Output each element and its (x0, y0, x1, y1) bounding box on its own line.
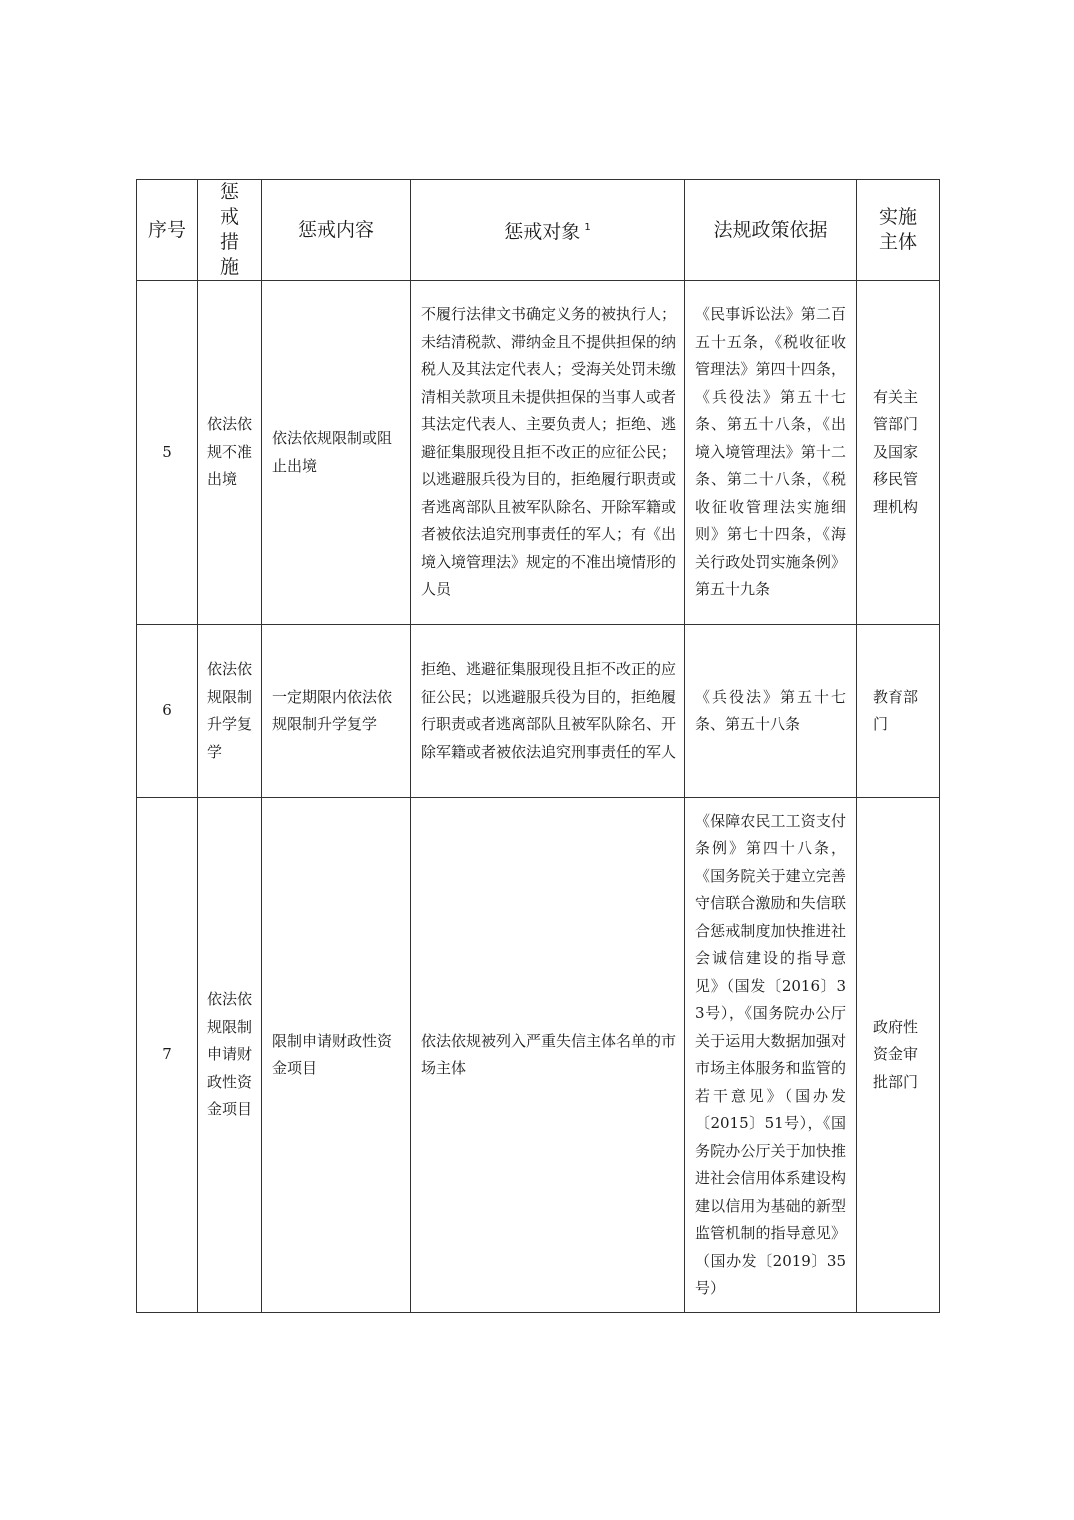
content-text: 依法依规限制或阻止出境 (272, 429, 393, 475)
basis-text: 《兵役法》第五十七条、第五十八条 (695, 687, 846, 733)
table-row (137, 798, 940, 1313)
measure-text: 依法依规限制升学复学 (207, 660, 253, 761)
basis-text: 《保障农民工工资支付条例》第四十八条，《国务院关于建立完善守信联合激励和失信联合惩戒制度加快推进社会诚信建设的指导意见》（国发〔2016〕33号），《国务院办公厅关于运用大数据加强对市场主体服务和监管的若干意见》（国办发〔2015〕51号），《国务院办公厅关于加快推进社会信用体系建设构建以信用为基础的新型监管机制的指导意见》（国办发〔2019〕35号） (695, 811, 846, 1297)
content-cell (262, 625, 411, 798)
subject-text: 政府性资金审批部门 (873, 1017, 919, 1091)
basis-cell (685, 281, 857, 625)
measure-text: 依法依规限制申请财政性资金项目 (207, 990, 253, 1119)
header-basis (685, 180, 857, 281)
subject-cell (857, 798, 940, 1313)
subject-text: 教育部门 (873, 687, 919, 733)
target-text: 不履行法律文书确定义务的被执行人；未结清税款、滞纳金且不提供担保的纳税人及其法定代表人；受海关处罚未缴清相关款项且未提供担保的当事人或者其法定代表人、主要负责人；拒绝、逃避征集服现役且拒不改正的应征公民；以逃避服兵役为目的，拒绝履行职责或者逃离部队且被军队除名、开除军籍或者被依法追究刑事责任的军人；有《出境入境管理法》规定的不准出境情形的人员 (421, 305, 677, 599)
basis-text: 《民事诉讼法》第二百五十五条，《税收征收管理法》第四十四条，《兵役法》第五十七条、第五十八条，《出境入境管理法》第十二条、第二十八条，《税收征收管理法实施细则》第七十四条，《海关行政处罚实施条例》第五十九条 (695, 305, 846, 599)
target-cell (411, 625, 685, 798)
content-cell (262, 281, 411, 625)
header-measure-label: 惩戒措施 (219, 181, 239, 278)
header-content (262, 180, 411, 281)
header-measure (198, 180, 262, 281)
header-content-label: 惩戒内容 (297, 218, 374, 241)
footnote-marker: 1 (584, 222, 591, 233)
subject-text: 有关主管部门及国家移民管理机构 (873, 387, 919, 516)
punishment-measures-table (136, 179, 940, 1313)
row-number-text: 7 (162, 1045, 172, 1064)
content-cell (262, 798, 411, 1313)
measure-cell (198, 798, 262, 1313)
measure-cell (198, 281, 262, 625)
table-row (137, 625, 940, 798)
row-number (137, 798, 198, 1313)
header-subject (857, 180, 940, 281)
row-number (137, 281, 198, 625)
row-number (137, 625, 198, 798)
row-number-text: 6 (162, 701, 172, 720)
subject-cell (857, 281, 940, 625)
target-cell (411, 281, 685, 625)
header-target (411, 180, 685, 281)
header-num (137, 180, 198, 281)
header-basis-label: 法规政策依据 (713, 218, 828, 241)
content-text: 限制申请财政性资金项目 (272, 1031, 393, 1077)
row-number-text: 5 (162, 442, 172, 461)
subject-cell (857, 625, 940, 798)
target-cell (411, 798, 685, 1313)
target-text: 依法依规被列入严重失信主体名单的市场主体 (421, 1031, 677, 1077)
target-text: 拒绝、逃避征集服现役且拒不改正的应征公民；以逃避服兵役为目的，拒绝履行职责或者逃离部队且被军队除名、开除军籍或者被依法追究刑事责任的军人 (421, 660, 677, 761)
header-num-label: 序号 (147, 218, 186, 241)
header-subject-label: 实施主体 (879, 206, 918, 253)
basis-cell (685, 798, 857, 1313)
basis-cell (685, 625, 857, 798)
table-header-row (137, 180, 940, 281)
measure-text: 依法依规不准出境 (207, 415, 253, 489)
table-row (137, 281, 940, 625)
measure-cell (198, 625, 262, 798)
header-target-label: 惩戒对象 (504, 221, 581, 243)
content-text: 一定期限内依法依规限制升学复学 (272, 687, 393, 733)
